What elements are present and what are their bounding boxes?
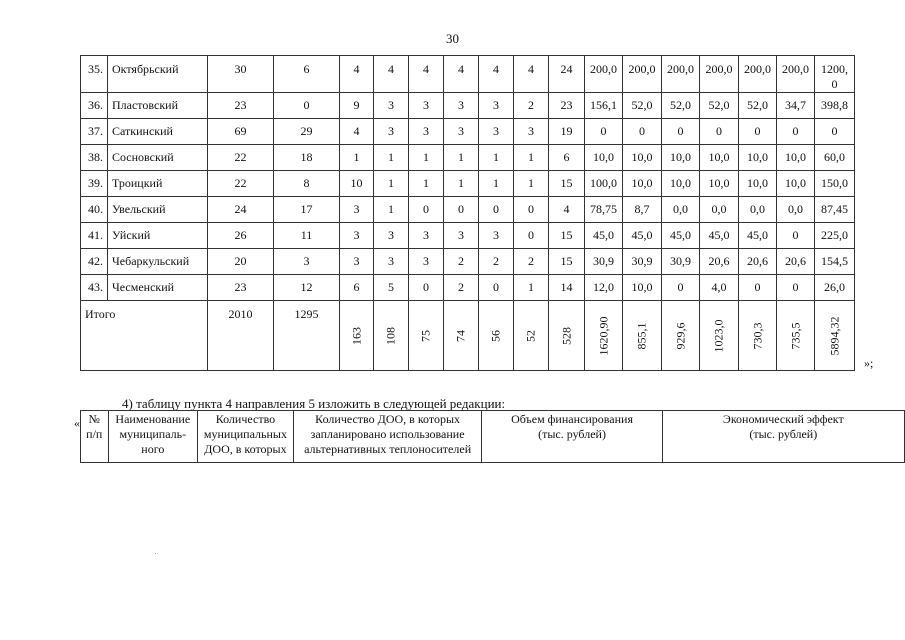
count-cell: 11 (274, 223, 340, 249)
value-cell: 3 (444, 223, 479, 249)
value-cell: 0,0 (662, 197, 700, 223)
value-cell: 0 (409, 275, 444, 301)
row-number: 42. (81, 249, 108, 275)
header-economic-effect: Экономический эффект (тыс. рублей) (662, 411, 904, 463)
table-row (81, 197, 855, 223)
value-cell: 3 (479, 223, 514, 249)
value-cell: 4 (340, 56, 374, 93)
value-cell: 3 (409, 119, 444, 145)
value-cell: 4 (479, 56, 514, 93)
count-cell: 22 (208, 145, 274, 171)
value-cell: 2 (479, 249, 514, 275)
value-cell: 5 (374, 275, 409, 301)
header-alternative-heat: Количество ДОО, в которых запланировано использование альтернативных теплоносителей (293, 411, 482, 463)
value-cell: 10,0 (700, 171, 739, 197)
total-count-cell: 2010 (208, 301, 274, 371)
value-cell: 45,0 (739, 223, 777, 249)
value-cell: 3 (479, 93, 514, 119)
value-cell: 15 (549, 171, 585, 197)
total-label: Итого (81, 301, 208, 371)
count-cell: 0 (274, 93, 340, 119)
value-cell: 0 (514, 197, 549, 223)
total-value-cell (739, 301, 777, 371)
total-value-text: 52 (523, 329, 538, 342)
value-cell: 1 (374, 171, 409, 197)
value-cell: 154,5 (815, 249, 855, 275)
value-cell: 1 (479, 171, 514, 197)
value-cell: 3 (409, 223, 444, 249)
total-value-cell (549, 301, 585, 371)
value-cell: 26,0 (815, 275, 855, 301)
value-cell: 10,0 (662, 171, 700, 197)
total-value-cell (340, 301, 374, 371)
total-value-text: 74 (453, 329, 468, 342)
table-row (81, 93, 855, 119)
total-value-text: 528 (559, 326, 573, 345)
municipalities-table (80, 55, 855, 371)
municipality-name: Чесменский (108, 275, 208, 301)
value-cell: 3 (340, 197, 374, 223)
total-count-cell: 1295 (274, 301, 340, 371)
value-cell: 4 (444, 56, 479, 93)
value-cell: 1 (514, 145, 549, 171)
municipality-name: Троицкий (108, 171, 208, 197)
value-cell: 19 (549, 119, 585, 145)
table-row (81, 119, 855, 145)
value-cell: 200,0 (777, 56, 815, 93)
value-cell: 0 (479, 197, 514, 223)
count-cell: 26 (208, 223, 274, 249)
value-cell: 4 (514, 56, 549, 93)
value-cell: 20,6 (700, 249, 739, 275)
header-funding: Объем финансирования (тыс. рублей) (482, 411, 662, 463)
value-cell: 0 (739, 275, 777, 301)
value-cell: 0 (409, 197, 444, 223)
value-cell: 4 (549, 197, 585, 223)
value-cell: 23 (549, 93, 585, 119)
count-cell: 8 (274, 171, 340, 197)
value-cell: 2 (514, 249, 549, 275)
value-cell: 4,0 (700, 275, 739, 301)
total-value-text: 56 (488, 329, 503, 342)
total-value-cell (479, 301, 514, 371)
value-cell: 200,0 (662, 56, 700, 93)
value-cell: 1 (514, 171, 549, 197)
value-cell: 14 (549, 275, 585, 301)
page-number: 30 (446, 31, 459, 46)
value-cell: 10,0 (777, 171, 815, 197)
value-cell: 4 (409, 56, 444, 93)
value-cell: 52,0 (662, 93, 700, 119)
value-cell: 45,0 (700, 223, 739, 249)
table-row (81, 171, 855, 197)
value-cell: 0 (585, 119, 623, 145)
total-value-text: 75 (418, 329, 433, 342)
total-value-cell (662, 301, 700, 371)
value-cell: 0,0 (739, 197, 777, 223)
value-cell: 30,9 (623, 249, 662, 275)
total-value-text: 163 (349, 326, 363, 345)
value-cell: 10,0 (623, 275, 662, 301)
row-number: 39. (81, 171, 108, 197)
table-row (81, 223, 855, 249)
total-row (81, 301, 855, 371)
value-cell: 0 (514, 223, 549, 249)
value-cell: 3 (479, 119, 514, 145)
row-number: 35. (81, 56, 108, 93)
row-number: 38. (81, 145, 108, 171)
value-cell: 0 (700, 119, 739, 145)
value-cell: 3 (340, 249, 374, 275)
value-cell: 45,0 (623, 223, 662, 249)
count-cell: 3 (274, 249, 340, 275)
total-value-cell (815, 301, 855, 371)
municipality-name: Уйский (108, 223, 208, 249)
value-cell: 45,0 (662, 223, 700, 249)
instruction-paragraph: 4) таблицу пункта 4 направления 5 изложить в следующей редакции: (122, 396, 506, 411)
scan-speck (155, 553, 156, 554)
municipality-name: Октябрьский (108, 56, 208, 93)
value-cell: 24 (549, 56, 585, 93)
value-cell: 1 (340, 145, 374, 171)
total-value-cell (444, 301, 479, 371)
total-value-cell (777, 301, 815, 371)
value-cell: 10 (340, 171, 374, 197)
value-cell: 45,0 (585, 223, 623, 249)
value-cell: 6 (549, 145, 585, 171)
value-cell: 3 (374, 249, 409, 275)
value-cell: 52,0 (700, 93, 739, 119)
value-cell: 30,9 (662, 249, 700, 275)
value-cell: 1 (409, 145, 444, 171)
value-cell: 3 (514, 119, 549, 145)
total-value-cell (409, 301, 444, 371)
table-row (81, 275, 855, 301)
value-cell: 0 (777, 119, 815, 145)
value-cell: 200,0 (585, 56, 623, 93)
quote-end-mark: »; (864, 356, 874, 370)
count-cell: 69 (208, 119, 274, 145)
value-cell: 3 (409, 93, 444, 119)
table-row (81, 56, 855, 93)
value-cell: 4 (340, 119, 374, 145)
count-cell: 17 (274, 197, 340, 223)
header-number: № п/п (81, 411, 109, 463)
value-cell: 3 (374, 93, 409, 119)
value-cell: 52,0 (739, 93, 777, 119)
value-cell: 8,7 (623, 197, 662, 223)
value-cell: 3 (444, 93, 479, 119)
total-value-text: 5894,32 (827, 316, 841, 355)
total-value-cell (623, 301, 662, 371)
row-number: 36. (81, 93, 108, 119)
value-cell: 1 (479, 145, 514, 171)
value-cell: 0 (662, 119, 700, 145)
value-cell: 1 (374, 145, 409, 171)
value-cell: 1 (514, 275, 549, 301)
total-value-text: 929,6 (673, 322, 687, 349)
value-cell: 10,0 (623, 171, 662, 197)
row-number: 41. (81, 223, 108, 249)
value-cell: 1 (444, 145, 479, 171)
value-cell: 3 (374, 223, 409, 249)
table-row (81, 249, 855, 275)
value-cell: 1 (374, 197, 409, 223)
header-municipality-name: Наименование муниципаль- ного (108, 411, 198, 463)
total-value-text: 1620,90 (596, 316, 610, 355)
value-cell: 156,1 (585, 93, 623, 119)
table-row (81, 145, 855, 171)
row-number: 37. (81, 119, 108, 145)
count-cell: 12 (274, 275, 340, 301)
value-cell: 150,0 (815, 171, 855, 197)
count-cell: 23 (208, 275, 274, 301)
value-cell: 52,0 (623, 93, 662, 119)
total-value-cell (514, 301, 549, 371)
value-cell: 200,0 (623, 56, 662, 93)
value-cell: 10,0 (700, 145, 739, 171)
municipality-name: Пластовский (108, 93, 208, 119)
value-cell: 6 (340, 275, 374, 301)
value-cell: 34,7 (777, 93, 815, 119)
value-cell: 0 (777, 275, 815, 301)
count-cell: 24 (208, 197, 274, 223)
municipality-name: Сосновский (108, 145, 208, 171)
count-cell: 6 (274, 56, 340, 93)
count-cell: 18 (274, 145, 340, 171)
total-value-text: 1023,0 (711, 319, 726, 352)
count-cell: 20 (208, 249, 274, 275)
municipality-name: Увельский (108, 197, 208, 223)
value-cell: 2 (514, 93, 549, 119)
value-cell: 15 (549, 223, 585, 249)
value-cell: 0 (815, 119, 855, 145)
value-cell: 0 (444, 197, 479, 223)
row-number: 40. (81, 197, 108, 223)
header-doo-count: Количество муниципальных ДОО, в которых (198, 411, 294, 463)
total-value-cell (700, 301, 739, 371)
total-value-cell (374, 301, 409, 371)
total-value-text: 735,5 (788, 322, 802, 349)
value-cell: 3 (340, 223, 374, 249)
value-cell: 12,0 (585, 275, 623, 301)
value-cell: 1 (444, 171, 479, 197)
next-table-header (80, 410, 905, 463)
municipality-name: Чебаркульский (108, 249, 208, 275)
value-cell: 398,8 (815, 93, 855, 119)
value-cell: 10,0 (623, 145, 662, 171)
total-value-cell (585, 301, 623, 371)
value-cell: 15 (549, 249, 585, 275)
count-cell: 30 (208, 56, 274, 93)
value-cell: 10,0 (662, 145, 700, 171)
value-cell: 3 (409, 249, 444, 275)
value-cell: 100,0 (585, 171, 623, 197)
row-number: 43. (81, 275, 108, 301)
value-cell: 60,0 (815, 145, 855, 171)
value-cell: 0 (479, 275, 514, 301)
value-cell: 3 (374, 119, 409, 145)
value-cell: 3 (444, 119, 479, 145)
municipality-name: Саткинский (108, 119, 208, 145)
value-cell: 2 (444, 249, 479, 275)
quote-open-mark: « (74, 416, 80, 430)
value-cell: 200,0 (700, 56, 739, 93)
value-cell: 10,0 (739, 171, 777, 197)
value-cell: 2 (444, 275, 479, 301)
value-cell: 0,0 (777, 197, 815, 223)
value-cell: 0 (662, 275, 700, 301)
count-cell: 29 (274, 119, 340, 145)
value-cell: 78,75 (585, 197, 623, 223)
total-value-text: 108 (383, 326, 398, 345)
value-cell: 10,0 (739, 145, 777, 171)
value-cell: 1200, 0 (815, 56, 855, 93)
value-cell: 10,0 (585, 145, 623, 171)
value-cell: 200,0 (739, 56, 777, 93)
value-cell: 30,9 (585, 249, 623, 275)
value-cell: 0 (777, 223, 815, 249)
value-cell: 225,0 (815, 223, 855, 249)
count-cell: 23 (208, 93, 274, 119)
value-cell: 87,45 (815, 197, 855, 223)
value-cell: 1 (409, 171, 444, 197)
total-value-text: 730,3 (750, 322, 764, 349)
value-cell: 9 (340, 93, 374, 119)
value-cell: 10,0 (777, 145, 815, 171)
value-cell: 20,6 (777, 249, 815, 275)
value-cell: 4 (374, 56, 409, 93)
value-cell: 0 (623, 119, 662, 145)
count-cell: 22 (208, 171, 274, 197)
total-value-text: 855,1 (634, 322, 649, 349)
value-cell: 20,6 (739, 249, 777, 275)
value-cell: 0,0 (700, 197, 739, 223)
value-cell: 0 (739, 119, 777, 145)
